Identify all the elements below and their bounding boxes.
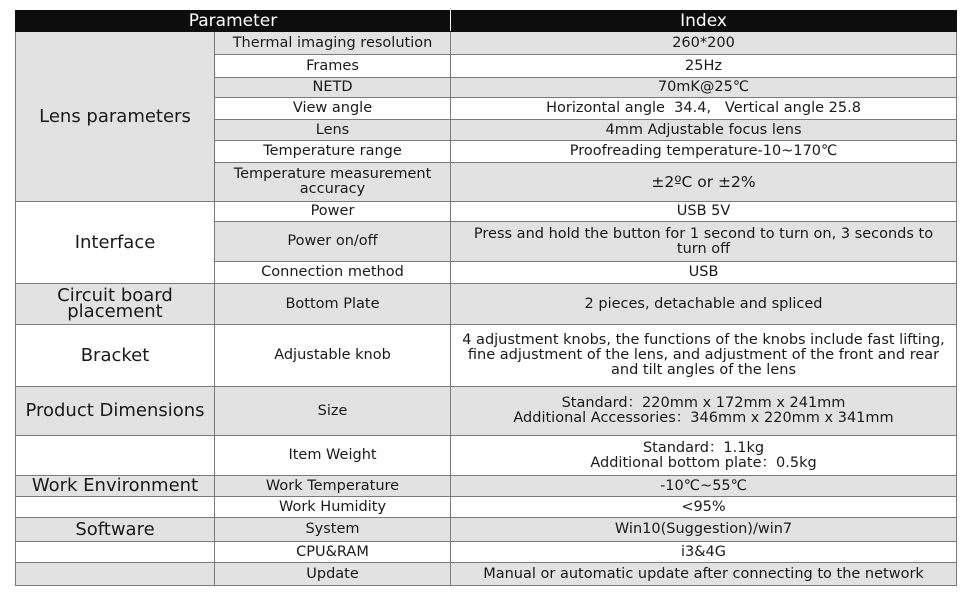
value-line: Standard：1.1kg: [642, 439, 765, 456]
category-product-dimensions: Product Dimensions: [16, 387, 215, 436]
spec-table: [15, 10, 957, 586]
value-cell: 25Hz: [451, 55, 957, 78]
table-row: [16, 387, 957, 436]
table-row: [16, 476, 957, 497]
param-cell: Work Humidity: [215, 497, 451, 518]
param-cell: View angle: [215, 98, 451, 120]
param-cell: Lens: [215, 120, 451, 141]
param-cell: Bottom Plate: [215, 284, 451, 325]
value-cell: 260*200: [451, 32, 957, 55]
category-circuit-board-placement: Circuit board placement: [16, 284, 215, 325]
param-cell: CPU&RAM: [215, 542, 451, 563]
table-row: [16, 325, 957, 387]
category-work-environment: Work Environment: [16, 476, 215, 497]
param-cell: System: [215, 518, 451, 542]
table-row: [16, 284, 957, 325]
value-cell: 2 pieces, detachable and spliced: [451, 284, 957, 325]
value-cell: USB 5V: [451, 202, 957, 222]
param-cell: Adjustable knob: [215, 325, 451, 387]
category-blank: [16, 497, 215, 518]
category-blank: [16, 563, 215, 586]
param-cell: Size: [215, 387, 451, 436]
param-cell: Temperature measurement accuracy: [215, 163, 451, 202]
param-cell: Power: [215, 202, 451, 222]
value-cell: 4 adjustment knobs, the functions of the knobs include fast lifting, fine adjustment of the lens, and adjustment of the front and rear and tilt angles of the lens: [451, 325, 957, 387]
param-cell: Update: [215, 563, 451, 586]
table-row: [16, 436, 957, 476]
table-row: [16, 202, 957, 222]
table-row: [16, 563, 957, 586]
param-cell: Frames: [215, 55, 451, 78]
value-cell: ±2ºC or ±2%: [451, 163, 957, 202]
value-cell: Manual or automatic update after connecting to the network: [451, 563, 957, 586]
value-cell: USB: [451, 262, 957, 284]
category-software: Software: [16, 518, 215, 542]
value-cell: [451, 436, 957, 476]
value-cell: Proofreading temperature-10~170℃: [451, 141, 957, 163]
param-cell: Thermal imaging resolution: [215, 32, 451, 55]
param-cell: Work Temperature: [215, 476, 451, 497]
category-blank: [16, 542, 215, 563]
param-cell: Power on/off: [215, 222, 451, 262]
param-cell: Connection method: [215, 262, 451, 284]
value-cell: 70mK@25℃: [451, 78, 957, 98]
category-blank: [16, 436, 215, 476]
value-cell: 4mm Adjustable focus lens: [451, 120, 957, 141]
category-bracket: Bracket: [16, 325, 215, 387]
value-line: Additional Accessories：346mm x 220mm x 341mm: [513, 410, 894, 426]
category-interface: Interface: [16, 202, 215, 284]
value-cell: Win10(Suggestion)/win7: [451, 518, 957, 542]
table-row: [16, 542, 957, 563]
value-line: Additional bottom plate：0.5kg: [590, 454, 817, 471]
category-lens-parameters: Lens parameters: [16, 32, 215, 202]
value-cell: Horizontal angle 34.4, Vertical angle 25.8: [451, 98, 957, 120]
value-cell: i3&4G: [451, 542, 957, 563]
table-row: [16, 32, 957, 55]
param-cell: Temperature range: [215, 141, 451, 163]
header-parameter: Parameter: [16, 11, 451, 32]
param-cell: NETD: [215, 78, 451, 98]
value-cell: -10℃~55℃: [451, 476, 957, 497]
header-index: Index: [451, 11, 957, 32]
header-row: [16, 11, 957, 32]
value-cell: Press and hold the button for 1 second to turn on, 3 seconds to turn off: [451, 222, 957, 262]
param-cell: Item Weight: [215, 436, 451, 476]
value-line: Standard：220mm x 172mm x 241mm: [561, 395, 846, 411]
value-cell: <95%: [451, 497, 957, 518]
value-cell: [451, 387, 957, 436]
table-row: [16, 518, 957, 542]
table-row: [16, 497, 957, 518]
